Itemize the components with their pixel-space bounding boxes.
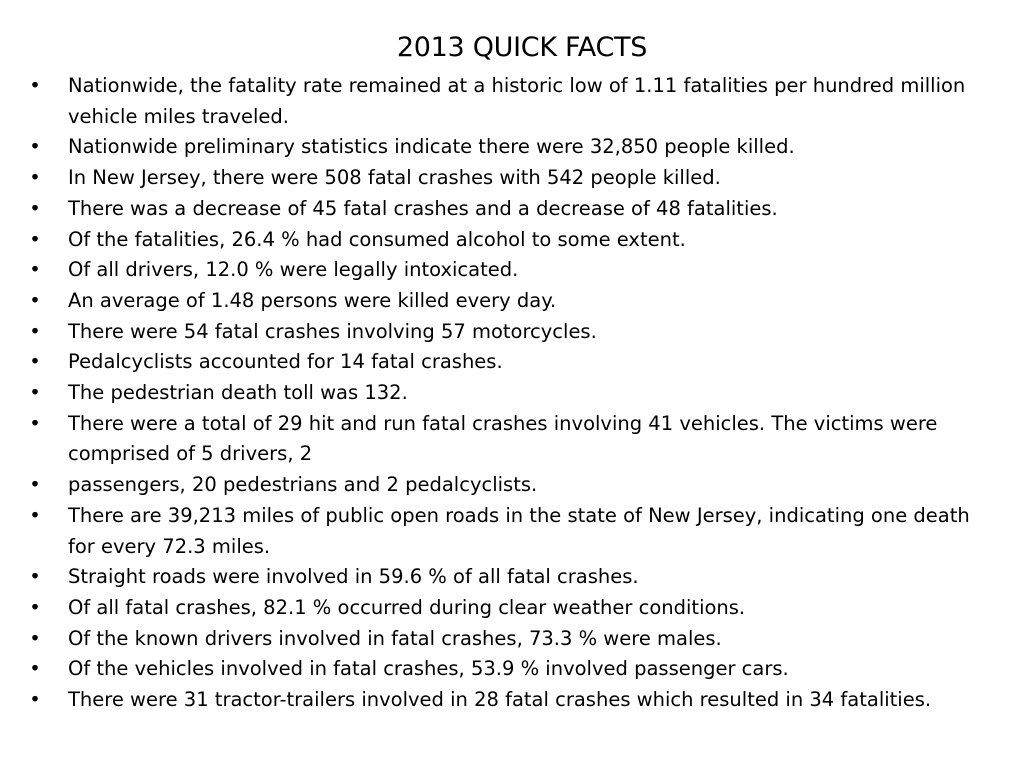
fact-text: Nationwide, the fatality rate remained at a historic low of 1.11 fatalities per hundred million vehicle miles traveled.	[68, 74, 966, 128]
slide-title: 2013 QUICK FACTS	[396, 32, 648, 63]
fact-text: There were 54 fatal crashes involving 57 motorcycles.	[68, 319, 597, 343]
bullet-icon: •	[29, 626, 41, 650]
fact-text: Of the vehicles involved in fatal crashes, 53.9 % involved passenger cars.	[68, 657, 789, 681]
bullet-icon: •	[29, 258, 41, 282]
fact-item	[28, 347, 988, 378]
fact-text: The pedestrian death toll was 132.	[68, 381, 408, 405]
bullet-icon: •	[29, 565, 41, 589]
bullet-icon: •	[29, 350, 41, 374]
fact-item	[28, 132, 988, 163]
fact-item	[28, 593, 988, 624]
fact-item	[28, 378, 988, 409]
bullet-icon: •	[29, 319, 41, 343]
fact-item	[28, 225, 988, 256]
bullet-icon: •	[29, 688, 41, 712]
bullet-icon: •	[29, 657, 41, 681]
bullet-icon: •	[29, 166, 41, 190]
bullet-icon: •	[29, 595, 41, 619]
fact-item	[28, 71, 988, 132]
fact-item	[28, 194, 988, 225]
fact-text: Straight roads were involved in 59.6 % of all fatal crashes.	[68, 565, 639, 589]
fact-item	[28, 654, 988, 685]
fact-text: An average of 1.48 persons were killed every day.	[68, 288, 557, 312]
fact-text: Nationwide preliminary statistics indicate there were 32,850 people killed.	[68, 135, 795, 159]
bullet-icon: •	[29, 135, 41, 159]
fact-text: There was a decrease of 45 fatal crashes and a decrease of 48 fatalities.	[68, 196, 778, 220]
fact-text: Of all drivers, 12.0 % were legally intoxicated.	[68, 258, 519, 282]
fact-text: Pedalcyclists accounted for 14 fatal crashes.	[68, 350, 503, 374]
bullet-icon: •	[29, 74, 41, 97]
fact-text: Of all fatal crashes, 82.1 % occurred during clear weather conditions.	[68, 595, 746, 619]
fact-text: There are 39,213 miles of public open roads in the state of New Jersey, indicating one death for every 72.3 miles.	[68, 503, 970, 558]
bullet-icon: •	[29, 473, 41, 497]
fact-item	[28, 409, 988, 470]
fact-text: There were a total of 29 hit and run fatal crashes involving 41 vehicles. The victims were comprised of 5 drivers, 2	[68, 411, 938, 466]
fact-text: passengers, 20 pedestrians and 2 pedalcyclists.	[68, 473, 538, 497]
fact-text: In New Jersey, there were 508 fatal crashes with 542 people killed.	[68, 166, 721, 190]
fact-item	[28, 501, 988, 562]
fact-text: There were 31 tractor-trailers involved in 28 fatal crashes which resulted in 34 fatalities.	[68, 688, 932, 712]
bullet-icon: •	[29, 288, 41, 312]
fact-item	[28, 255, 988, 286]
bullet-icon: •	[29, 503, 41, 527]
fact-item	[28, 624, 988, 655]
bullet-icon: •	[29, 381, 41, 405]
bullet-icon: •	[29, 411, 41, 435]
fact-item	[28, 317, 988, 348]
fact-text: Of the fatalities, 26.4 % had consumed alcohol to some extent.	[68, 227, 686, 251]
facts-list	[28, 71, 988, 716]
bullet-icon: •	[29, 227, 41, 251]
fact-item	[28, 470, 988, 501]
fact-text: Of the known drivers involved in fatal crashes, 73.3 % were males.	[68, 626, 722, 650]
fact-item	[28, 685, 988, 716]
fact-item	[28, 163, 988, 194]
fact-item	[28, 286, 988, 317]
fact-item	[28, 562, 988, 593]
bullet-icon: •	[29, 196, 41, 220]
